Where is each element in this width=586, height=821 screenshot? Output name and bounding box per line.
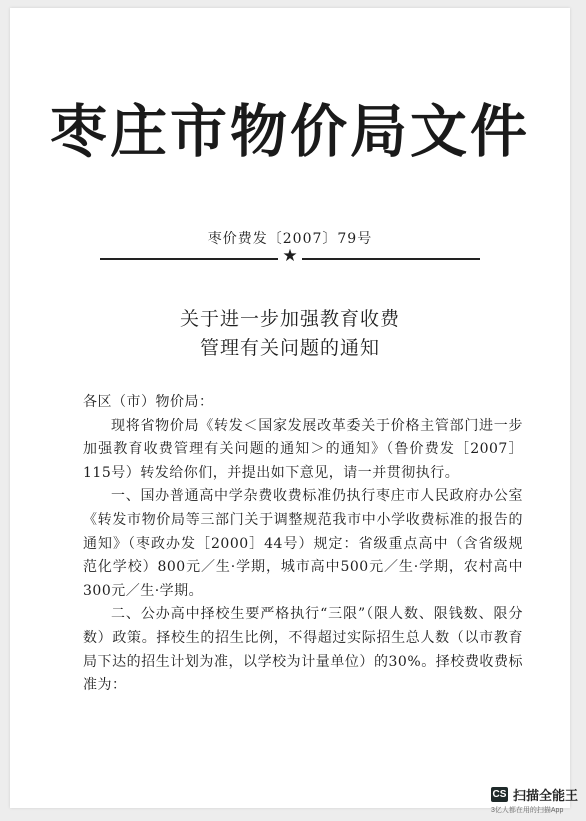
watermark-app-name: 扫描全能王 bbox=[512, 788, 578, 803]
document-number: 枣价费发〔2007〕79号 bbox=[207, 231, 373, 247]
body-paragraph: 现将省物价局《转发＜国家发展改革委关于价格主管部门进一步加强教育收费管理有关问题的通知＞的通知》（鲁价费发［2007］115号）转发给你们，并提出如下意见，请一并贯彻执行。 bbox=[83, 417, 523, 481]
watermark-tagline: 3亿人都在用的扫描App bbox=[490, 807, 564, 814]
notice-title bbox=[10, 305, 570, 363]
camscanner-logo-icon: CS bbox=[492, 789, 507, 800]
body-paragraph: 一、国办普通高中学杂费收费标准仍执行枣庄市人民政府办公室《转发市物价局等三部门关于调整规范我市中小学收费标准的报告的通知》（枣政办发［2000］44号）规定：省级重点高中（含省级规范化学校）800元／生·学期，城市高中500元／生·学期，农村高中300元／生·学期。 bbox=[83, 488, 523, 599]
document-body bbox=[83, 391, 523, 698]
agency-title: 枣庄市物价局文件 bbox=[50, 98, 530, 165]
document-page bbox=[10, 8, 570, 808]
divider-line-left bbox=[100, 258, 278, 260]
scanner-watermark bbox=[491, 785, 578, 815]
salutation: 各区（市）物价局： bbox=[83, 394, 214, 410]
body-paragraph: 二、公办高中择校生要严格执行“三限”（限人数、限钱数、限分数）政策。择校生的招生比例，不得超过实际招生总人数（以市教育局下达的招生计划为准，以学校为计量单位）的30%。择校费收费标准为： bbox=[83, 606, 523, 694]
notice-title-line-2: 管理有关问题的通知 bbox=[199, 337, 380, 359]
star-icon: ★ bbox=[282, 246, 298, 266]
notice-title-line-1: 关于进一步加强教育收费 bbox=[179, 308, 400, 330]
header-divider bbox=[100, 246, 480, 269]
divider-line-right bbox=[302, 258, 480, 260]
